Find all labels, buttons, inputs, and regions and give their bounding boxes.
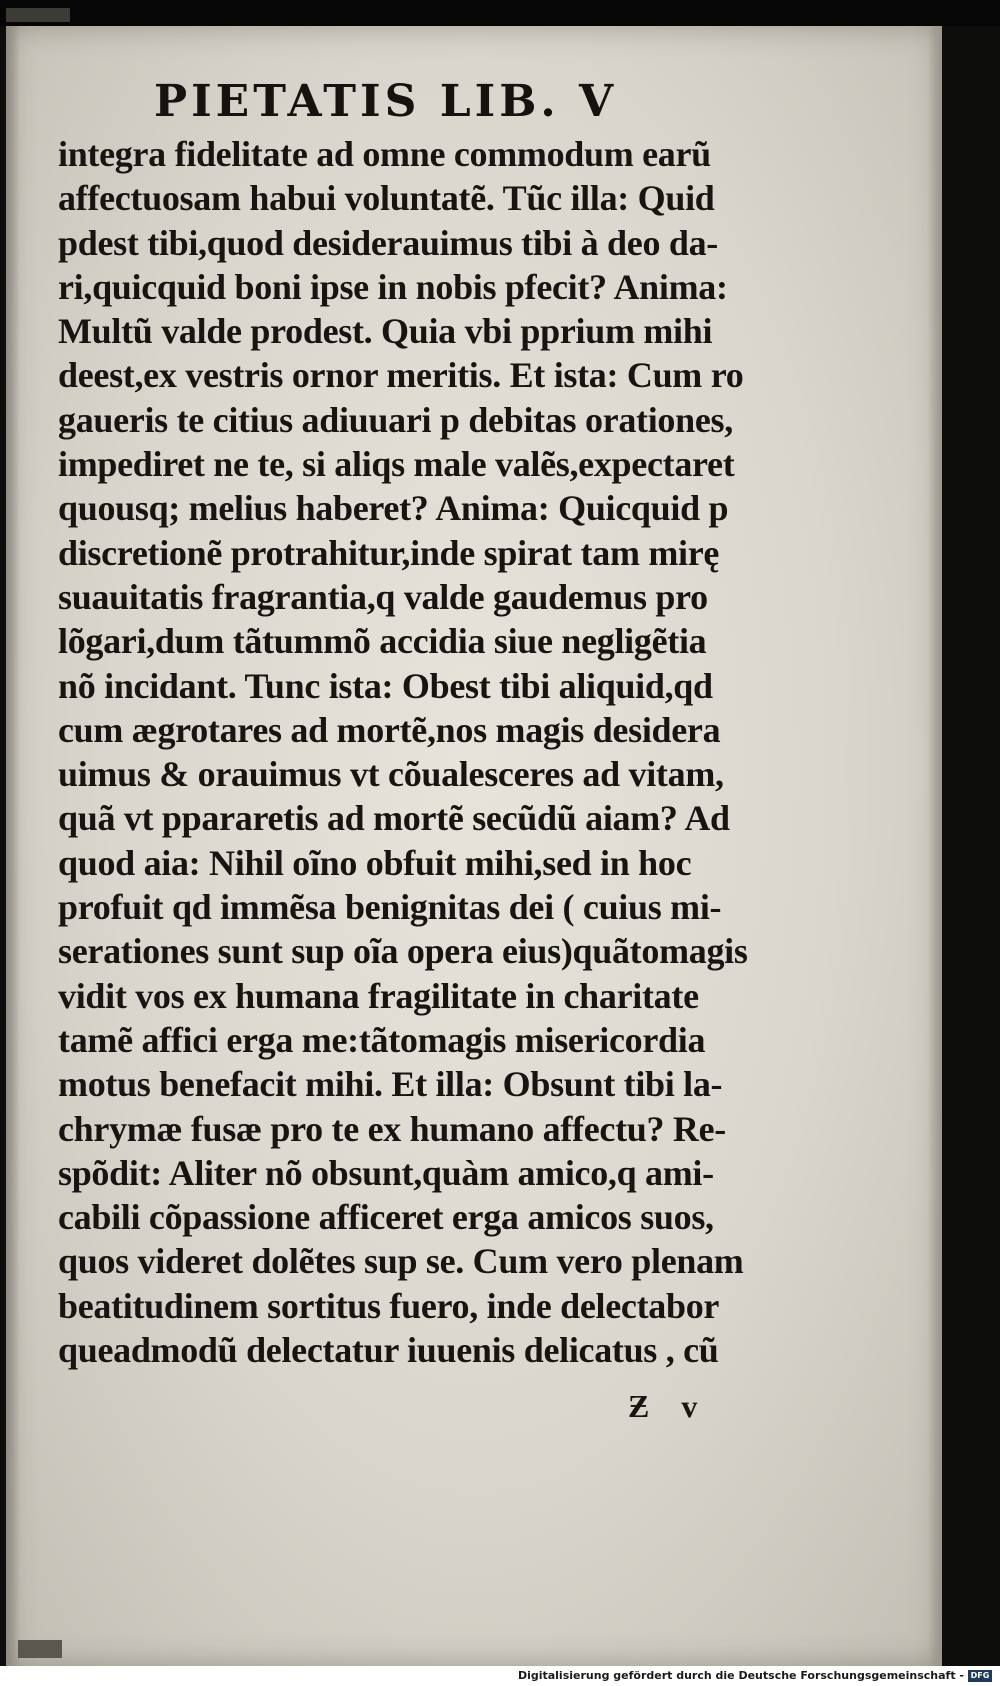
text-line: queadmodũ delectatur iuuenis delicatus , cũ <box>58 1330 719 1371</box>
text-line: impediret ne te, si aliqs male valẽs,expectaret <box>58 444 735 485</box>
text-line: vidit vos ex humana fragilitate in charitate <box>58 975 699 1016</box>
footer-credit: Digitalisierung gefördert durch die Deutsche Forschungsgemeinschaft - <box>517 1669 964 1682</box>
text-line: ri,quicquid boni ipse in nobis pfecit? Anima: <box>58 266 728 307</box>
signature-mark: Ƶ v <box>628 1388 710 1424</box>
text-line: uimus & orauimus vt cõualesceres ad vitam, <box>58 754 724 795</box>
text-line: profuit qd immẽsa benignitas dei ( cuius mi- <box>58 887 722 928</box>
text-line: cabili cõpassione afficeret erga amicos suos, <box>58 1197 714 1238</box>
text-line: beatitudinem sortitus fuero, inde delectabor <box>58 1285 720 1326</box>
text-line: discretionẽ protrahitur,inde spirat tam mirę <box>58 532 720 573</box>
text-line: tamẽ affici erga me:tãtomagis misericordia <box>58 1019 706 1060</box>
book-page <box>6 26 942 1666</box>
dfg-logo: DFG <box>968 1670 992 1682</box>
text-line: affectuosam habui voluntatẽ. Tũc illa: Quid <box>58 178 715 219</box>
text-line: chrymæ fusæ pro te ex humano affectu? Re- <box>58 1108 726 1149</box>
scan-clip-mark <box>6 8 70 22</box>
text-line: nõ incidant. Tunc ista: Obest tibi aliquid,qd <box>58 665 713 706</box>
running-head: PIETATIS LIB. V <box>154 76 618 127</box>
text-line: deest,ex vestris ornor meritis. Et ista: Cum ro <box>58 355 744 396</box>
text-line: spõdit: Aliter nõ obsunt,quàm amico,q ami- <box>58 1152 714 1193</box>
text-line: quos videret dolẽtes sup se. Cum vero plenam <box>58 1241 744 1282</box>
body-text <box>58 132 798 1372</box>
text-line: Multũ valde prodest. Quia vbi pprium mihi <box>58 311 713 352</box>
text-line: integra fidelitate ad omne commodum earũ <box>58 134 711 174</box>
text-line: quod aia: Nihil oĩno obfuit mihi,sed in hoc <box>58 842 692 883</box>
page-gutter-shadow <box>6 26 20 1666</box>
scan-background-top <box>0 0 1000 26</box>
text-line: quousq; melius haberet? Anima: Quicquid p <box>58 488 729 529</box>
scan-clip-mark-bottom <box>18 1640 62 1658</box>
text-line: serationes sunt sup oĩa opera eius)quãtomagis <box>58 931 748 972</box>
text-line: lõgari,dum tãtummõ accidia siue negligẽtia <box>58 621 707 662</box>
text-line: pdest tibi,quod desiderauimus tibi à deo da- <box>58 222 718 263</box>
page-edge-shadow <box>928 26 942 1666</box>
text-line: motus benefacit mihi. Et illa: Obsunt tibi la- <box>58 1064 723 1105</box>
text-line: quã vt ppararetis ad mortẽ secũdũ aiam? Ad <box>58 798 730 839</box>
text-line: gaueris te citius adiuuari p debitas orationes, <box>58 399 733 440</box>
text-line: suauitatis fragrantia,q valde gaudemus pro <box>58 576 708 617</box>
text-line: cum ægrotares ad mortẽ,nos magis desidera <box>58 709 721 750</box>
